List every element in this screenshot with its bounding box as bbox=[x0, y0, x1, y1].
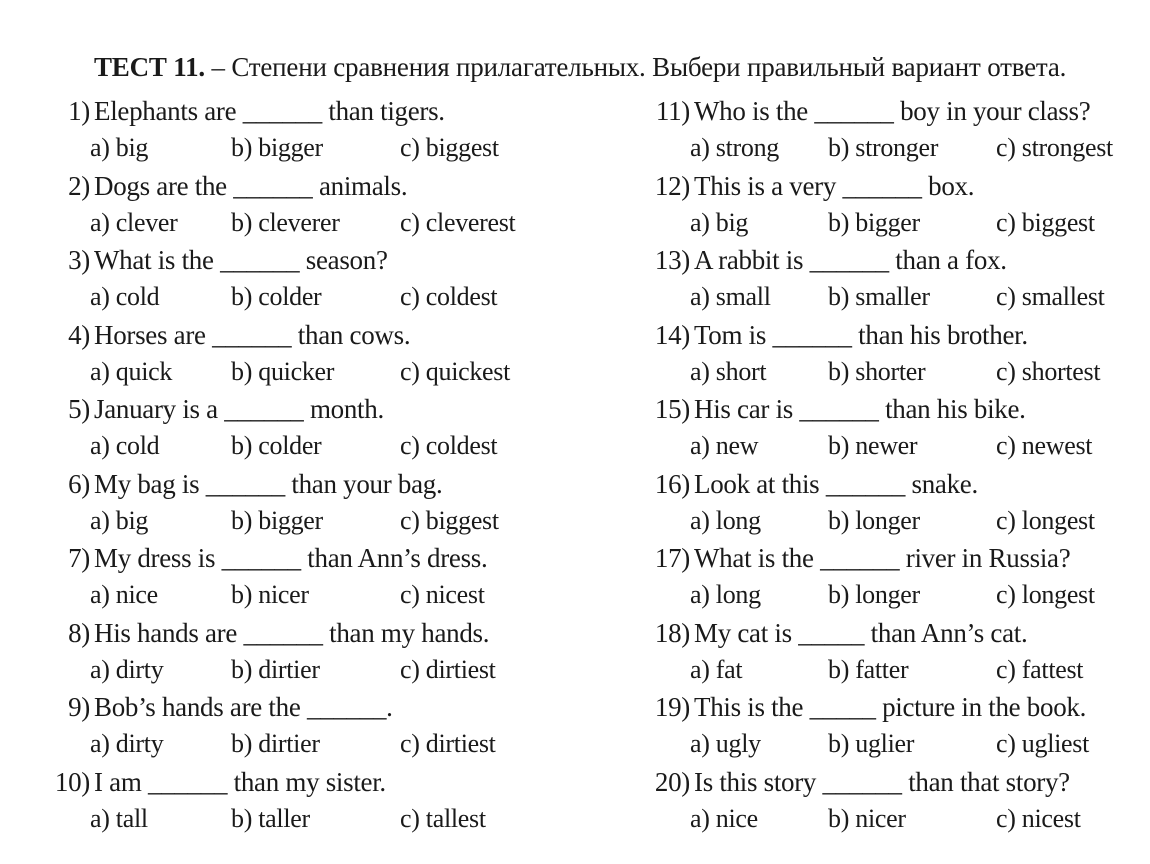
option-b[interactable]: b) fatter bbox=[828, 654, 909, 684]
question-stem bbox=[648, 618, 1027, 649]
option-b[interactable]: b) longer bbox=[828, 580, 920, 609]
question bbox=[648, 692, 1138, 767]
option-a[interactable]: a) new bbox=[690, 431, 759, 460]
option-a[interactable]: a) clever bbox=[90, 207, 178, 237]
questions-column-right bbox=[648, 96, 1138, 841]
question-stem bbox=[648, 692, 1086, 723]
option-b[interactable]: b) longer bbox=[828, 505, 920, 535]
question-number: 12) bbox=[654, 170, 690, 201]
option-c[interactable]: c) smallest bbox=[996, 282, 1105, 311]
option-b[interactable]: b) shorter bbox=[828, 356, 926, 386]
question-stem bbox=[48, 469, 442, 500]
question bbox=[48, 692, 588, 767]
question bbox=[648, 543, 1138, 618]
option-b[interactable]: b) bigger bbox=[231, 133, 323, 162]
option-c[interactable]: c) shortest bbox=[996, 356, 1101, 386]
question-text: A rabbit is ______ than a fox. bbox=[694, 245, 1007, 275]
question-number: 18) bbox=[654, 617, 690, 648]
question-stem bbox=[648, 96, 1090, 127]
option-a[interactable]: a) dirty bbox=[90, 654, 164, 684]
question-text: My dress is ______ than Ann’s dress. bbox=[94, 543, 488, 573]
option-a[interactable]: a) ugly bbox=[690, 729, 761, 758]
question-number: 10) bbox=[54, 766, 90, 797]
question-text: Look at this ______ snake. bbox=[694, 468, 978, 499]
question bbox=[48, 618, 588, 693]
question-stem bbox=[48, 767, 386, 798]
question-number: 8) bbox=[68, 617, 90, 648]
question-stem bbox=[648, 543, 1070, 574]
option-c[interactable]: c) cleverest bbox=[400, 207, 516, 237]
option-c[interactable]: c) strongest bbox=[996, 133, 1113, 162]
question-stem bbox=[648, 171, 974, 202]
option-b[interactable]: b) taller bbox=[231, 803, 310, 833]
question-stem bbox=[48, 171, 407, 202]
question-text: I am ______ than my sister. bbox=[94, 766, 386, 797]
option-a[interactable]: a) cold bbox=[90, 431, 160, 460]
question-number: 3) bbox=[68, 245, 90, 275]
question-number: 14) bbox=[654, 319, 690, 350]
question-text: His car is ______ than his bike. bbox=[694, 394, 1026, 424]
question-number: 16) bbox=[654, 468, 690, 499]
option-a[interactable]: a) nice bbox=[90, 580, 158, 609]
option-b[interactable]: b) stronger bbox=[828, 133, 939, 162]
question bbox=[48, 96, 588, 171]
question-stem bbox=[48, 96, 445, 127]
option-c[interactable]: c) nicest bbox=[400, 580, 485, 609]
question-text: What is the ______ river in Russia? bbox=[694, 543, 1071, 573]
question-stem bbox=[48, 245, 388, 276]
option-c[interactable]: c) nicest bbox=[996, 803, 1081, 833]
question-text: Elephants are ______ than tigers. bbox=[94, 96, 445, 126]
option-b[interactable]: b) bigger bbox=[231, 505, 323, 535]
question-number: 4) bbox=[68, 319, 90, 350]
question-number: 1) bbox=[68, 96, 90, 126]
option-b[interactable]: b) cleverer bbox=[231, 207, 340, 237]
option-b[interactable]: b) colder bbox=[231, 431, 322, 460]
option-c[interactable]: c) tallest bbox=[400, 803, 486, 833]
question-stem bbox=[648, 767, 1070, 798]
option-b[interactable]: b) newer bbox=[828, 431, 918, 460]
option-c[interactable]: c) dirtiest bbox=[400, 729, 496, 758]
option-b[interactable]: b) colder bbox=[231, 282, 322, 311]
option-a[interactable]: a) small bbox=[690, 282, 771, 311]
question-number: 9) bbox=[68, 692, 90, 722]
option-a[interactable]: a) big bbox=[690, 207, 749, 237]
question bbox=[648, 245, 1138, 320]
question bbox=[648, 171, 1138, 246]
option-a[interactable]: a) long bbox=[690, 580, 761, 609]
option-a[interactable]: a) dirty bbox=[90, 729, 164, 758]
option-c[interactable]: c) biggest bbox=[400, 505, 499, 535]
question-text: Who is the ______ boy in your class? bbox=[694, 96, 1091, 126]
question bbox=[48, 320, 588, 395]
option-a[interactable]: a) long bbox=[690, 505, 761, 535]
question bbox=[648, 767, 1138, 842]
question-text: Is this story ______ than that story? bbox=[694, 766, 1070, 797]
question-number: 15) bbox=[654, 394, 690, 424]
question-text: Tom is ______ than his brother. bbox=[694, 319, 1028, 350]
option-b[interactable]: b) nicer bbox=[828, 803, 906, 833]
option-b[interactable]: b) nicer bbox=[231, 580, 309, 609]
question-stem bbox=[48, 320, 410, 351]
question-text: This is a very ______ box. bbox=[694, 170, 975, 201]
question bbox=[648, 618, 1138, 693]
question-text: This is the _____ picture in the book. bbox=[694, 692, 1087, 722]
question-stem bbox=[648, 245, 1007, 276]
option-c[interactable]: c) biggest bbox=[996, 207, 1095, 237]
option-b[interactable]: b) uglier bbox=[828, 729, 915, 758]
option-a[interactable]: a) strong bbox=[690, 133, 779, 162]
question bbox=[48, 543, 588, 618]
question-number: 5) bbox=[68, 394, 90, 424]
question-stem bbox=[48, 618, 489, 649]
question-text: Dogs are the ______ animals. bbox=[94, 170, 408, 201]
option-c[interactable]: c) quickest bbox=[400, 356, 511, 386]
option-a[interactable]: a) nice bbox=[690, 803, 758, 833]
question-number: 6) bbox=[68, 468, 90, 499]
question bbox=[48, 469, 588, 544]
question-text: His hands are ______ than my hands. bbox=[94, 617, 490, 648]
question-text: My cat is _____ than Ann’s cat. bbox=[694, 617, 1028, 648]
question-text: My bag is ______ than your bag. bbox=[94, 468, 443, 499]
question-stem bbox=[48, 394, 384, 425]
test-instructions: – Степени сравнения прилагательных. Выбери правильный вариант ответа. bbox=[211, 52, 1067, 82]
question-number: 2) bbox=[68, 170, 90, 201]
question-number: 7) bbox=[68, 543, 90, 573]
question-text: Horses are ______ than cows. bbox=[94, 319, 411, 350]
option-b[interactable]: b) dirtier bbox=[231, 654, 320, 684]
option-c[interactable]: c) biggest bbox=[400, 133, 499, 162]
option-c[interactable]: c) coldest bbox=[400, 431, 498, 460]
option-c[interactable]: c) longest bbox=[996, 505, 1095, 535]
question-stem bbox=[648, 320, 1028, 351]
question-text: January is a ______ month. bbox=[94, 394, 384, 424]
question-number: 11) bbox=[655, 96, 690, 126]
question bbox=[48, 394, 588, 469]
option-c[interactable]: c) dirtiest bbox=[400, 654, 496, 684]
question-number: 19) bbox=[654, 692, 690, 722]
question-number: 20) bbox=[654, 766, 690, 797]
question bbox=[48, 171, 588, 246]
option-a[interactable]: a) big bbox=[90, 505, 149, 535]
question bbox=[648, 469, 1138, 544]
question-stem bbox=[48, 543, 487, 574]
question-stem bbox=[48, 692, 393, 723]
option-c[interactable]: c) newest bbox=[996, 431, 1093, 460]
question bbox=[48, 245, 588, 320]
question bbox=[648, 96, 1138, 171]
question bbox=[648, 320, 1138, 395]
option-c[interactable]: c) ugliest bbox=[996, 729, 1090, 758]
option-a[interactable]: a) tall bbox=[90, 803, 148, 833]
page-title bbox=[94, 52, 1066, 83]
option-a[interactable]: a) cold bbox=[90, 282, 160, 311]
question-stem bbox=[648, 394, 1026, 425]
option-b[interactable]: b) quicker bbox=[231, 356, 335, 386]
option-a[interactable]: a) fat bbox=[690, 654, 743, 684]
option-a[interactable]: a) big bbox=[90, 133, 149, 162]
question bbox=[48, 767, 588, 842]
question-text: Bob’s hands are the ______. bbox=[94, 692, 393, 722]
option-c[interactable]: c) longest bbox=[996, 580, 1095, 609]
option-c[interactable]: c) fattest bbox=[996, 654, 1084, 684]
option-b[interactable]: b) bigger bbox=[828, 207, 920, 237]
option-a[interactable]: a) short bbox=[690, 356, 767, 386]
question-stem bbox=[648, 469, 978, 500]
option-b[interactable]: b) dirtier bbox=[231, 729, 320, 758]
option-a[interactable]: a) quick bbox=[90, 356, 173, 386]
question-number: 17) bbox=[654, 543, 690, 573]
questions-column-left bbox=[48, 96, 588, 841]
test-number: ТЕСТ 11. bbox=[94, 52, 205, 82]
question-number: 13) bbox=[654, 245, 690, 275]
option-b[interactable]: b) smaller bbox=[828, 282, 930, 311]
question-text: What is the ______ season? bbox=[94, 245, 388, 275]
question bbox=[648, 394, 1138, 469]
option-c[interactable]: c) coldest bbox=[400, 282, 498, 311]
